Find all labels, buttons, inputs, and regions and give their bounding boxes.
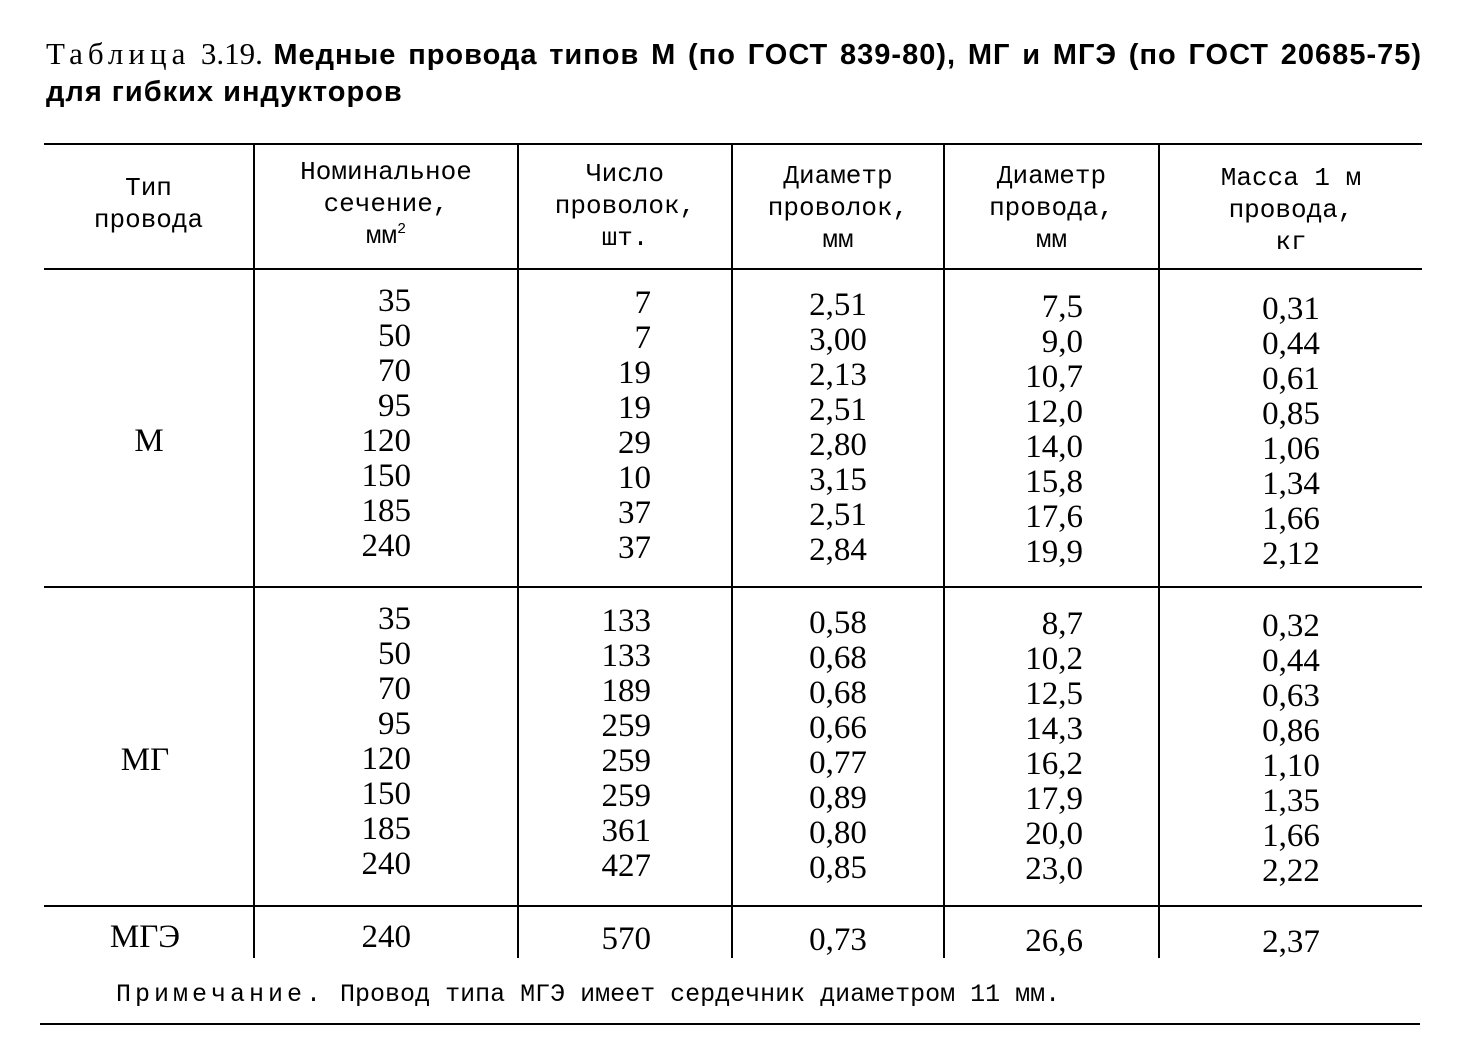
table-cell: 120 bbox=[361, 423, 411, 459]
table-cell: 1,06 bbox=[1262, 431, 1320, 467]
caption-lead: Таблица bbox=[46, 36, 191, 71]
wire-type-label: М bbox=[134, 423, 164, 459]
table-cell: 7 bbox=[634, 320, 651, 356]
table-cell: 0,85 bbox=[809, 850, 867, 886]
wire-diameter-column bbox=[733, 606, 943, 886]
table-cell: 0,61 bbox=[1262, 361, 1320, 397]
header-line: проволок, bbox=[554, 191, 696, 221]
header-line: провода, bbox=[989, 193, 1114, 223]
header-line: провода, bbox=[1228, 195, 1354, 225]
table-cell: 9,0 bbox=[1041, 324, 1083, 360]
table-cell: 240 bbox=[361, 919, 411, 955]
section-column bbox=[255, 284, 411, 564]
table-cell: 2,51 bbox=[809, 497, 867, 533]
section-column bbox=[255, 602, 411, 882]
table-cell: 19 bbox=[618, 390, 651, 426]
mass-column bbox=[1160, 292, 1422, 572]
table-top-rule bbox=[44, 143, 1422, 145]
table-cell: 10,7 bbox=[1025, 359, 1083, 395]
table-cell: 2,80 bbox=[809, 427, 867, 463]
cable-diameter-column bbox=[945, 290, 1083, 570]
table-cell: 570 bbox=[601, 921, 651, 957]
caption-title: Медные провода типов М (по ГОСТ 839-80), МГ и МГЭ (по ГОСТ 20685-75) для гибких индукторов bbox=[46, 39, 1423, 108]
header-section bbox=[255, 156, 517, 252]
table-cell: 10 bbox=[618, 460, 651, 496]
table-cell: 7 bbox=[634, 285, 651, 321]
table-cell: 2,13 bbox=[809, 357, 867, 393]
table-cell: 2,51 bbox=[809, 287, 867, 323]
table-cell: 2,51 bbox=[809, 392, 867, 428]
table-cell: 12,0 bbox=[1025, 394, 1083, 430]
wire-type-label: МГЭ bbox=[109, 919, 181, 955]
table-cell: 259 bbox=[601, 743, 651, 779]
table-cell: 14,3 bbox=[1025, 711, 1083, 747]
table-cell: 185 bbox=[361, 811, 411, 847]
header-unit: мм bbox=[365, 221, 398, 251]
table-cell: 189 bbox=[601, 673, 651, 709]
table-cell: 2,22 bbox=[1262, 853, 1320, 889]
table-cell: 1,66 bbox=[1262, 501, 1320, 537]
mass-column bbox=[1160, 925, 1422, 960]
header-type bbox=[44, 172, 253, 236]
header-line: проволок, bbox=[767, 193, 909, 223]
header-superscript: 2 bbox=[397, 221, 407, 238]
table-cell: 150 bbox=[361, 458, 411, 494]
header-line: шт. bbox=[601, 223, 649, 253]
table-cell: 0,68 bbox=[809, 640, 867, 676]
table-cell: 1,10 bbox=[1262, 748, 1320, 784]
table-cell: 0,63 bbox=[1262, 678, 1320, 714]
header-cable-diameter bbox=[945, 160, 1158, 256]
table-cell: 0,44 bbox=[1262, 326, 1320, 362]
header-bottom-rule bbox=[44, 268, 1422, 270]
table-cell: 361 bbox=[601, 813, 651, 849]
note-bottom-rule bbox=[40, 1023, 1420, 1025]
table-note bbox=[116, 980, 1060, 1010]
table-cell: 35 bbox=[378, 283, 411, 319]
table-cell: 185 bbox=[361, 493, 411, 529]
table-cell: 1,35 bbox=[1262, 783, 1320, 819]
section-column bbox=[255, 920, 411, 955]
wires-column bbox=[519, 604, 651, 884]
table-cell: 259 bbox=[601, 708, 651, 744]
table-cell: 259 bbox=[601, 778, 651, 814]
table-cell: 427 bbox=[601, 848, 651, 884]
header-line: Диаметр bbox=[783, 161, 893, 191]
table-cell: 0,86 bbox=[1262, 713, 1320, 749]
note-label: Примечание. bbox=[116, 980, 326, 1009]
table-cell: 8,7 bbox=[1041, 606, 1083, 642]
table-cell: 0,31 bbox=[1262, 291, 1320, 327]
wire-diameter-column bbox=[733, 923, 943, 958]
table-cell: 0,77 bbox=[809, 745, 867, 781]
table-cell: 14,0 bbox=[1025, 429, 1083, 465]
table-cell: 0,68 bbox=[809, 675, 867, 711]
table-cell: 0,44 bbox=[1262, 643, 1320, 679]
table-cell: 17,9 bbox=[1025, 781, 1083, 817]
table-cell: 0,89 bbox=[809, 780, 867, 816]
table-cell: 17,6 bbox=[1025, 499, 1083, 535]
caption-number: 3.19. bbox=[200, 36, 263, 71]
table-cell: 2,12 bbox=[1262, 536, 1320, 572]
mass-column bbox=[1160, 609, 1422, 889]
cable-diameter-column bbox=[945, 924, 1083, 959]
table-cell: 29 bbox=[618, 425, 651, 461]
table-cell: 70 bbox=[378, 671, 411, 707]
table-cell: 10,2 bbox=[1025, 641, 1083, 677]
table-cell: 3,00 bbox=[809, 322, 867, 358]
wires-column bbox=[519, 286, 651, 566]
header-mass bbox=[1160, 162, 1422, 258]
table-cell: 2,37 bbox=[1262, 924, 1320, 960]
table-cell: 19 bbox=[618, 355, 651, 391]
table-cell: 15,8 bbox=[1025, 464, 1083, 500]
table-cell: 0,58 bbox=[809, 605, 867, 641]
table-cell: 120 bbox=[361, 741, 411, 777]
header-line: провода bbox=[93, 205, 204, 235]
header-line: мм bbox=[1035, 225, 1068, 255]
table-cell: 16,2 bbox=[1025, 746, 1083, 782]
table-cell: 133 bbox=[601, 638, 651, 674]
table-cell: 240 bbox=[361, 528, 411, 564]
wire-diameter-column bbox=[733, 288, 943, 568]
table-cell: 150 bbox=[361, 776, 411, 812]
table-cell: 2,84 bbox=[809, 532, 867, 568]
wire-type-label: МГ bbox=[120, 742, 170, 778]
group-divider-rule bbox=[44, 905, 1422, 907]
table-cell: 0,80 bbox=[809, 815, 867, 851]
table-cell: 0,73 bbox=[809, 922, 867, 958]
table-cell: 0,66 bbox=[809, 710, 867, 746]
table-cell: 7,5 bbox=[1041, 289, 1083, 325]
header-line: кг bbox=[1275, 227, 1307, 257]
table-cell: 37 bbox=[618, 495, 651, 531]
header-line: Тип bbox=[125, 173, 172, 203]
header-line: Диаметр bbox=[996, 161, 1107, 191]
table-cell: 95 bbox=[378, 388, 411, 424]
header-line: мм bbox=[822, 225, 854, 255]
table-cell: 3,15 bbox=[809, 462, 867, 498]
table-cell: 35 bbox=[378, 601, 411, 637]
table-cell: 240 bbox=[361, 846, 411, 882]
table-cell: 1,66 bbox=[1262, 818, 1320, 854]
header-line bbox=[255, 220, 517, 252]
table-cell: 19,9 bbox=[1025, 534, 1083, 570]
header-line: Номинальное bbox=[300, 157, 472, 187]
table-cell: 70 bbox=[378, 353, 411, 389]
table-cell: 1,34 bbox=[1262, 466, 1320, 502]
header-wires bbox=[519, 158, 731, 254]
table-cell: 37 bbox=[618, 530, 651, 566]
table-cell: 50 bbox=[378, 318, 411, 354]
header-line: Масса 1 м bbox=[1220, 163, 1362, 193]
cable-diameter-column bbox=[945, 607, 1083, 887]
table-cell: 26,6 bbox=[1025, 923, 1083, 959]
header-line: сечение, bbox=[323, 189, 449, 219]
table-cell: 95 bbox=[378, 706, 411, 742]
table-cell: 133 bbox=[601, 603, 651, 639]
table-cell: 50 bbox=[378, 636, 411, 672]
table-cell: 12,5 bbox=[1025, 676, 1083, 712]
table-cell: 23,0 bbox=[1025, 851, 1083, 887]
table-cell: 20,0 bbox=[1025, 816, 1083, 852]
note-text: Провод типа МГЭ имеет сердечник диаметром 11 мм. bbox=[340, 980, 1061, 1009]
table-cell: 0,32 bbox=[1262, 608, 1320, 644]
group-divider-rule bbox=[44, 586, 1422, 588]
table-caption bbox=[46, 36, 1422, 110]
header-wire-diameter bbox=[733, 160, 943, 256]
wires-column bbox=[519, 922, 651, 957]
header-line: Число bbox=[585, 159, 664, 189]
table-cell: 0,85 bbox=[1262, 396, 1320, 432]
